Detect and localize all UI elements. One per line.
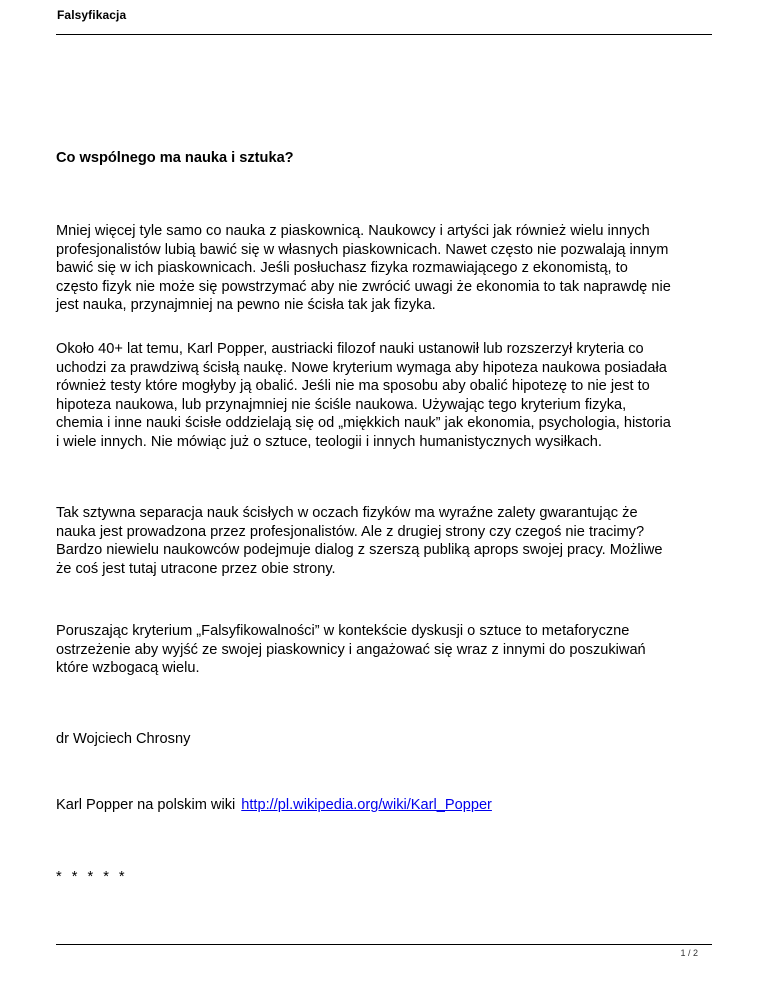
paragraph-line: Tak sztywna separacja nauk ścisłych w oczach fizyków ma wyraźne zalety gwarantując że [56, 505, 638, 521]
paragraph-line: które wzbogacą wielu. [56, 660, 200, 677]
wiki-reference [56, 797, 492, 813]
paragraph-line: że coś jest tutaj utracone przez obie strony. [56, 560, 336, 577]
paragraph-4 [56, 622, 716, 678]
author-signature: dr Wojciech Chrosny [56, 731, 191, 747]
paragraph-line: Bardzo niewielu naukowców podejmuje dialog z szerszą publiką aprops swojej pracy. Możliwe [56, 542, 663, 559]
header-divider [56, 34, 712, 35]
paragraph-line: Mniej więcej tyle samo co nauka z piaskownicą. Naukowcy i artyści jak również wielu innych [56, 223, 650, 239]
paragraph-line: hipoteza naukowa, lub przynajmniej nie ściśle naukowa. Używając tego kryterium fizyka, [56, 396, 627, 413]
paragraph-line: jest nauka, przynajmniej na pewno nie ścisła tak jak fizyka. [56, 297, 436, 314]
paragraph-line: ostrzeżenie aby wyjść ze swojej piaskownicy i angażować się wraz z innymi do poszukiwań [56, 641, 646, 658]
paragraph-line: uchodzi za prawdziwą ścisłą naukę. Nowe kryterium wymaga aby hipoteza naukowa posiadała [56, 359, 667, 376]
wiki-link[interactable]: http://pl.wikipedia.org/wiki/Karl_Popper [241, 797, 492, 813]
paragraph-line: również testy które mogłyby ją obalić. Jeśli nie ma sposobu aby obalić hipotezę to nie jest to [56, 378, 650, 395]
wiki-reference-label: Karl Popper na polskim wiki [56, 797, 236, 813]
paragraph-line: nauka jest prowadzona przez profesjonalistów. Ale z drugiej strony czy czegoś nie tracimy? [56, 523, 645, 540]
paragraph-line: profesjonalistów lubią bawić się w własnych piaskownicach. Nawet często nie pozwalają innym [56, 241, 669, 258]
header-title: Falsyfikacja [57, 8, 127, 22]
paragraph-2 [56, 340, 716, 452]
footer-divider [56, 944, 712, 945]
article-heading: Co wspólnego ma nauka i sztuka? [56, 150, 294, 166]
paragraph-line: bawić się w ich piaskownicach. Jeśli posłuchasz fizyka rozmawiającego z ekonomistą, to [56, 260, 628, 277]
page-number: 1 / 2 [680, 948, 698, 958]
paragraph-3 [56, 504, 716, 578]
paragraph-line: często fizyk nie może się powstrzymać aby nie zwrócić uwagi że ekonomia to tak naprawdę nie [56, 278, 671, 295]
paragraph-line: Poruszając kryterium „Falsyfikowalności” w kontekście dyskusji o sztuce to metaforyczne [56, 623, 630, 639]
paragraph-line: chemia i inne nauki ścisłe oddzielają się od „miękkich nauk” jak ekonomia, psychologia, historia [56, 415, 671, 432]
section-separator: * * * * * [56, 869, 128, 885]
paragraph-line: i wiele innych. Nie mówiąc już o sztuce, teologii i innych humanistycznych wysiłkach. [56, 433, 602, 450]
paragraph-1 [56, 222, 716, 315]
paragraph-line: Około 40+ lat temu, Karl Popper, austriacki filozof nauki ustanowił lub rozszerzył kryteria co [56, 341, 644, 357]
